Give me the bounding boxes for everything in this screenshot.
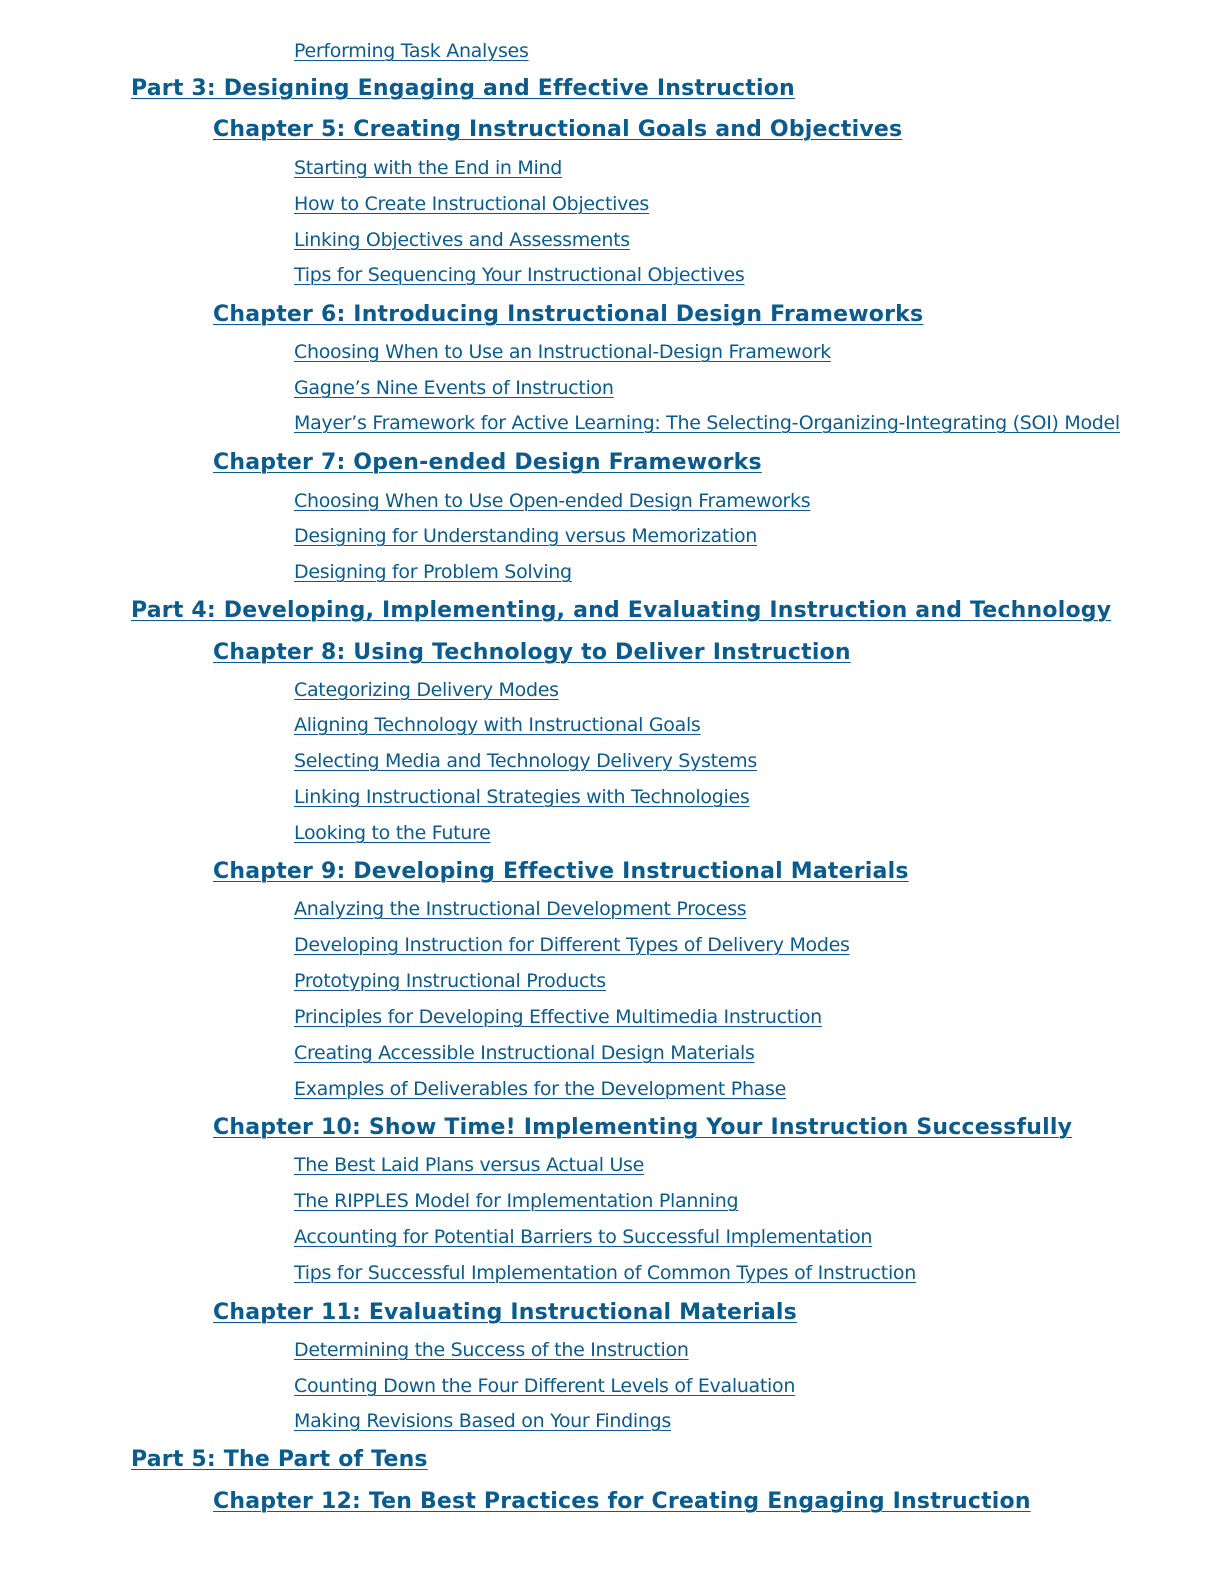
toc-section-link[interactable]: Choosing When to Use Open-ended Design Frameworks [294,490,811,512]
toc-chapter-link[interactable]: Chapter 9: Developing Effective Instructional Materials [213,859,909,884]
toc-chapter-link[interactable]: Chapter 8: Using Technology to Deliver Instruction [213,640,851,665]
toc-section-link[interactable]: Selecting Media and Technology Delivery Systems [294,750,757,772]
toc-chapter-link[interactable]: Chapter 12: Ten Best Practices for Creating Engaging Instruction [213,1489,1031,1514]
toc-chapter-link[interactable]: Chapter 6: Introducing Instructional Design Frameworks [213,302,924,327]
toc-part-link[interactable]: Part 4: Developing, Implementing, and Evaluating Instruction and Technology [131,598,1112,623]
toc-section-link[interactable]: Making Revisions Based on Your Findings [294,1410,671,1432]
toc-section-link[interactable]: Mayer’s Framework for Active Learning: The Selecting-Organizing-Integrating (SOI) Model [294,412,1120,434]
toc-section-link[interactable]: Designing for Understanding versus Memorization [294,525,758,547]
toc-section-link[interactable]: The RIPPLES Model for Implementation Planning [294,1190,739,1212]
toc-chapter-link[interactable]: Chapter 10: Show Time! Implementing Your Instruction Successfully [213,1115,1073,1140]
toc-section-link[interactable]: Designing for Problem Solving [294,561,572,583]
toc-section-link[interactable]: Prototyping Instructional Products [294,970,606,992]
toc-section-link[interactable]: Counting Down the Four Different Levels of Evaluation [294,1375,796,1397]
toc-section-link[interactable]: Looking to the Future [294,822,491,844]
toc-section-link[interactable]: Analyzing the Instructional Development Process [294,898,747,920]
toc-section-link[interactable]: Developing Instruction for Different Types of Delivery Modes [294,934,850,956]
toc-section-link[interactable]: Gagne’s Nine Events of Instruction [294,377,614,399]
toc-section-link[interactable]: Linking Instructional Strategies with Technologies [294,786,750,808]
toc-section-link[interactable]: Choosing When to Use an Instructional-Design Framework [294,341,831,363]
toc-section-link[interactable]: Categorizing Delivery Modes [294,679,559,701]
toc-section-link[interactable]: Creating Accessible Instructional Design Materials [294,1042,755,1064]
toc-part-link[interactable]: Part 3: Designing Engaging and Effective Instruction [131,76,795,101]
toc-section-link[interactable]: How to Create Instructional Objectives [294,193,650,215]
toc-section-link[interactable]: Linking Objectives and Assessments [294,229,630,251]
toc-section-link[interactable]: Tips for Sequencing Your Instructional Objectives [294,264,745,286]
toc-section-link[interactable]: Determining the Success of the Instruction [294,1339,689,1361]
toc-section-link[interactable]: Principles for Developing Effective Multimedia Instruction [294,1006,822,1028]
toc-section-link[interactable]: Accounting for Potential Barriers to Successful Implementation [294,1226,873,1248]
toc-chapter-link[interactable]: Chapter 5: Creating Instructional Goals and Objectives [213,117,903,142]
toc-section-link[interactable]: Examples of Deliverables for the Development Phase [294,1078,787,1100]
toc-section-link[interactable]: Performing Task Analyses [294,40,529,62]
toc-chapter-link[interactable]: Chapter 11: Evaluating Instructional Materials [213,1300,797,1325]
toc-chapter-link[interactable]: Chapter 7: Open-ended Design Frameworks [213,450,762,475]
toc-section-link[interactable]: The Best Laid Plans versus Actual Use [294,1154,645,1176]
toc-section-link[interactable]: Starting with the End in Mind [294,157,562,179]
toc-section-link[interactable]: Tips for Successful Implementation of Common Types of Instruction [294,1262,916,1284]
toc-section-link[interactable]: Aligning Technology with Instructional Goals [294,714,701,736]
toc-part-link[interactable]: Part 5: The Part of Tens [131,1447,428,1472]
